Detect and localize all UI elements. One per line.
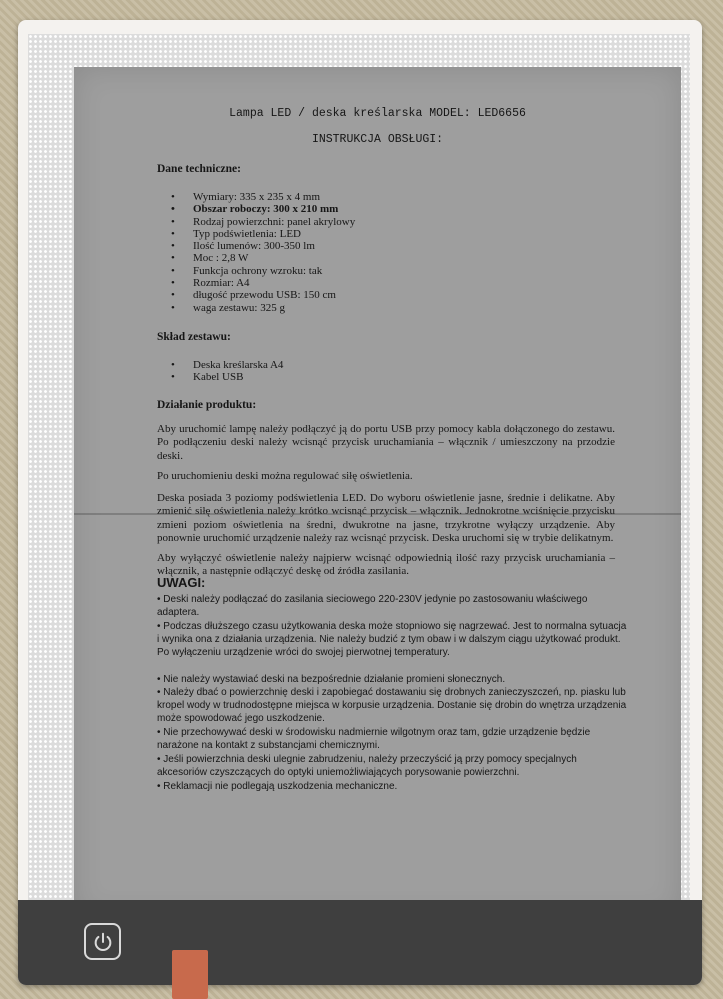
operation-paragraph: Deska posiada 3 poziomy podświetlenia LED. Do wyboru oświetlenie jasne, średnie i delikatne. Aby zmienić siłę oświetlenia należy krótko wcisnąć przycisk – włącznik. Jednokrotne wciśnięcie przycisku zmieni poziom oświetlenia na średni, dwukrotne na jasne, trzykrotne wyłączy urządzenie. Aby ponownie uruchomić urządzenie należy raz wcisnąć przycisk. Deska uruchomi się w trybie delikatnym. [157, 492, 615, 545]
list-item: • Typ podświetlenia: LED [193, 228, 355, 240]
note-item: • Nie przechowywać deski w środowisku nadmiernie wilgotnym oraz tam, gdzie urządzenie będzie narażone na kontakt z substancjami chemicznymi. [157, 727, 591, 751]
notes-heading: UWAGI: [157, 575, 206, 590]
contents-list [157, 359, 283, 384]
note-item: • Należy dbać o powierzchnię deski i zapobiegać dostawaniu się drobnych zanieczyszczeń, np. piasku lub kropel wody w trudnodostępne miejsca w korpusie urządzenia. Dostanie się drobin do wnętrza urządzenia może spowodować jego uszkodzenie. [157, 687, 627, 724]
note-item: • Podczas dłuższego czasu użytkowania deska może stopniowo się nagrzewać. Jest to normalna sytuacja i wynika ona z działania urządzenia. Nie należy budzić z tym obaw i w dalszym ciągu użytkować produkt. Po wyłączeniu urządzenie wróci do swojej pierwotnej temperatury. [157, 621, 627, 658]
operation-paragraph: Po uruchomieniu deski można regulować siłę oświetlenia. [157, 470, 413, 482]
note-item: • Jeśli powierzchnia deski ulegnie zabrudzeniu, należy przeczyścić ją przy pomocy specjalnych akcesoriów czyszczących do optyki uniemożliwiających porysowanie powierzchni. [157, 754, 577, 778]
list-item: • Wymiary: 335 x 235 x 4 mm [193, 191, 355, 203]
note-item: • Nie należy wystawiać deski na bezpośrednie działanie promieni słonecznych. [157, 674, 506, 685]
list-item: • Moc : 2,8 W [193, 252, 355, 264]
list-item: • Rozmiar: A4 [193, 277, 355, 289]
list-item: • waga zestawu: 325 g [193, 302, 355, 314]
note-item: • Deski należy podłączać do zasilania sieciowego 220-230V jedynie po zastosowaniu właściwego adaptera. [157, 594, 588, 618]
power-button[interactable] [84, 923, 121, 960]
list-item: • Ilość lumenów: 300-350 lm [193, 240, 355, 252]
usb-cable [172, 950, 208, 999]
operation-paragraph: Aby uruchomić lampę należy podłączyć ją do portu USB przy pomocy kabla dołączonego do zestawu. Po podłączeniu deski należy wcisnąć przycisk uruchamiania – włącznik / umieszczony na przodzie deski. [157, 423, 615, 462]
list-item: • Obszar roboczy: 300 x 210 mm [193, 203, 355, 215]
list-item: • Deska kreślarska A4 [193, 359, 283, 371]
specs-heading: Dane techniczne: [157, 163, 241, 175]
document-title: Lampa LED / deska kreślarska MODEL: LED6656 [229, 107, 526, 120]
list-item: • Kabel USB [193, 371, 283, 383]
paper-fold-line [74, 513, 681, 515]
instruction-sheet [74, 67, 681, 917]
specs-list [157, 191, 355, 314]
operation-heading: Działanie produktu: [157, 399, 257, 411]
led-panel [28, 34, 690, 904]
control-bar [18, 900, 702, 985]
operation-paragraph: Aby wyłączyć oświetlenie należy najpierw wcisnąć odpowiednią ilość razy przycisk uruchamiania – włącznik, a następnie odłączyć deskę od źródła zasilania. [157, 552, 615, 578]
list-item: • Funkcja ochrony wzroku: tak [193, 265, 355, 277]
list-item: • Rodzaj powierzchni: panel akrylowy [193, 216, 355, 228]
contents-heading: Skład zestawu: [157, 331, 231, 343]
document-subtitle: INSTRUKCJA OBSŁUGI: [311, 133, 444, 146]
light-board [18, 20, 702, 985]
note-item: • Reklamacji nie podlegają uszkodzenia mechaniczne. [157, 781, 398, 792]
list-item: • długość przewodu USB: 150 cm [193, 289, 355, 301]
power-icon [92, 931, 114, 953]
